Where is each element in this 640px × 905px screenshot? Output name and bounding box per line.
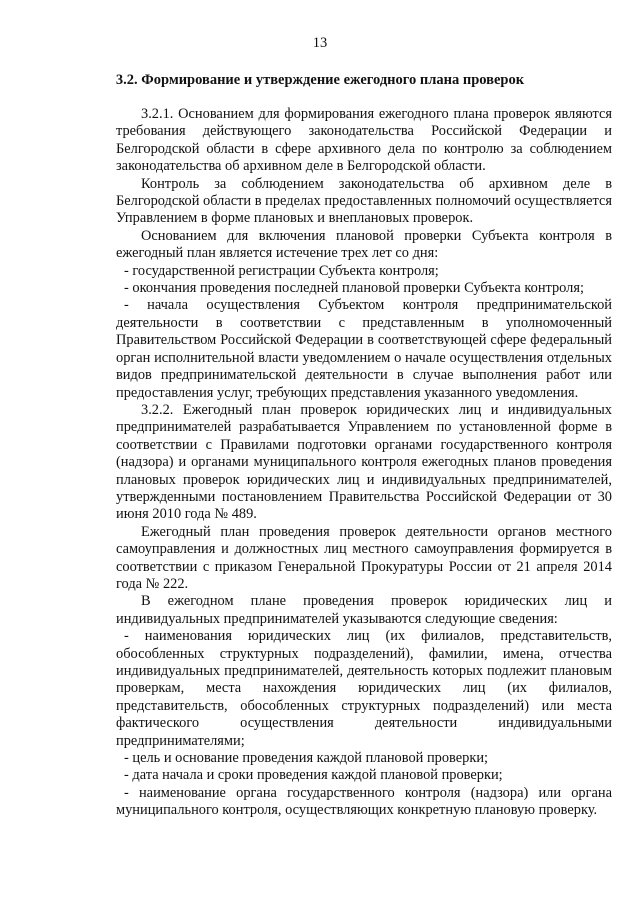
list-item-entity-names: - наименования юридических лиц (их филиалов, представительств, обособленных структурных подразделений), фамилии, имена, отчества индивидуальных предпринимателей, деятельность которых подлежит плановым проверкам, места нахождения юридических лиц (их филиалов, представительств, обособленных структурных подразделений) или места фактического осуществления деятельности индивидуальными предпринимателями; bbox=[116, 628, 612, 749]
list-item-dates: - дата начала и сроки проведения каждой плановой проверки; bbox=[124, 767, 503, 784]
paragraph-control: Контроль за соблюдением законодательства об архивном деле в Белгородской области в пределах предоставленных полномочий осуществляется Управлением в форме плановых и внеплановых проверок. bbox=[116, 175, 612, 227]
list-item-authority: - наименование органа государственного контроля (надзора) или органа муниципального контроля, осуществляющих конкретную плановую проверку. bbox=[116, 784, 612, 819]
section-heading: 3.2. Формирование и утверждение ежегодного плана проверок bbox=[115, 72, 525, 88]
paragraph-plan-contents-intro: В ежегодном плане проведения проверок юридических лиц и индивидуальных предпринимателей указываются следующие сведения: bbox=[116, 593, 612, 627]
paragraph-grounds-intro: Основанием для включения плановой проверки Субъекта контроля в ежегодный план является истечение трех лет со дня: bbox=[116, 227, 612, 262]
list-item-business-start: - начала осуществления Субъектом контроля предпринимательской деятельности в соответствии с представленным в уполномоченный Правительством Российской Федерации в соответствующей сфере федеральный орган исполнительной власти уведомлением о начале осуществления отдельных видов предпринимательской деятельности в случае выполнения работ или предоставления услуг, требующих представления указанного уведомления. bbox=[116, 297, 612, 401]
list-item-state-registration: - государственной регистрации Субъекта контроля; bbox=[124, 262, 439, 279]
paragraph-3-2-1: 3.2.1. Основанием для формирования ежегодного плана проверок являются требования действующего законодательства Российской Федерации и Белгородской области в сфере архивного дела по контролю за соблюдением законодательства об архивном деле в Белгородской области. bbox=[116, 106, 612, 175]
list-item-last-inspection: - окончания проведения последней плановой проверки Субъекта контроля; bbox=[124, 280, 584, 297]
list-item-purpose: - цель и основание проведения каждой плановой проверки; bbox=[124, 750, 489, 767]
paragraph-3-2-2: 3.2.2. Ежегодный план проверок юридических лиц и индивидуальных предпринимателей разрабатывается Управлением по установленной форме в соответствии с Правилами подготовки органами государственного контроля (надзора) и органами муниципального контроля ежегодных планов проведения плановых проверок юридических лиц и индивидуальных предпринимателей, утвержденными постановлением Правительства Российской Федерации от 30 июня 2010 года № 489. bbox=[116, 401, 612, 523]
document-body bbox=[116, 106, 612, 820]
page-number: 13 bbox=[312, 35, 328, 51]
paragraph-local-government-plan: Ежегодный план проведения проверок деятельности органов местного самоуправления и должностных лиц местного самоуправления формируется в соответствии с приказом Генеральной Прокуратуры России от 21 апреля 2014 года № 222. bbox=[116, 523, 612, 592]
